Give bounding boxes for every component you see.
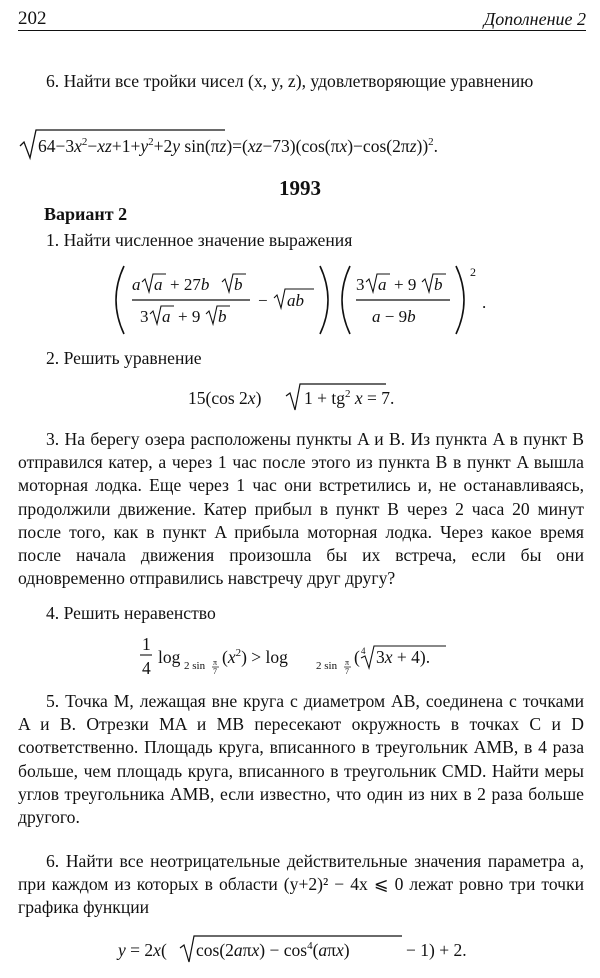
problem-1-text: 1. Найти численное значение выражения [46, 230, 353, 250]
svg-text:a: a [378, 275, 387, 294]
problem-prev-6-text: 6. Найти все тройки чисел (x, y, z), удовлетворяющие уравнению [46, 71, 534, 91]
formula-problem-2 [186, 380, 426, 414]
svg-text:(x2) > log: $(x^2) > \log$ [222, 647, 288, 667]
svg-text:3x + 4).: 3x + 4). [376, 647, 431, 667]
svg-text:b: b [218, 307, 227, 326]
svg-text:+ 9: + 9 [178, 307, 201, 326]
svg-text:15(cos 2x): 15(cos 2x) [188, 388, 262, 408]
svg-text:a − 9b: a − 9b [372, 307, 416, 326]
problem-2 [18, 347, 584, 370]
svg-text:.: . [482, 293, 487, 312]
formula-problem-6 [116, 932, 506, 968]
problem-1 [18, 229, 584, 252]
problem-6-text: 6. Найти все неотрицательные действительные значения параметра a, при каждом из которых в области (y+2)² − 4x ⩽ 0 лежат ровно три точки графика функции [18, 851, 584, 918]
formula-problem-4-graphic [140, 634, 446, 678]
svg-text:4: 4 [361, 646, 366, 656]
formula-problem-6-graphic [116, 936, 467, 962]
svg-text:7: 7 [213, 667, 217, 676]
svg-text:+ 9: + 9 [394, 275, 417, 294]
svg-text:2 sin: 2 sin [184, 660, 206, 672]
svg-text:2: 2 [470, 265, 476, 279]
problem-5 [18, 690, 584, 829]
svg-text:a: a [154, 275, 163, 294]
svg-text:cos(2aπx) − cos4(aπx): $\cos(2a\pi x) - \cos^4(a\pi x)$ [196, 940, 350, 960]
svg-text:64−3x2−xz+1+y2+2y sin(πz)=(xz−: $64-3x^2-xz+1+y^2+2y$ $\sin(\pi z)=(xz-73)(\cos(\pi x)-\cos(2\pi z))^2$. [38, 136, 439, 156]
problem-3-text: 3. На берегу озера расположены пункты A и B. Из пункта A в пункт B отправился катер, а через 1 час после этого из пункта B в пункт A вышла моторная лодка. Еще через 1 час они встретились и, не останавливаясь, продолжили движение. Катер прибыл в пункт B через 2 часа 20 минут после того, как в пункт A прибыла моторная лодка. Через какое время после начала движения произошла бы их встреча, если бы они одновременно отправились навстречу друг другу? [18, 429, 584, 589]
formula-prev-6 [18, 128, 588, 164]
formula-problem-1-graphic [116, 265, 486, 334]
svg-text:3: 3 [356, 275, 365, 294]
problem-6 [18, 850, 584, 920]
problem-4-text: 4. Решить неравенство [46, 603, 216, 623]
svg-text:+ 27b: + 27b [170, 275, 210, 294]
page-number: 202 [18, 8, 47, 29]
svg-text:log: log [158, 647, 181, 667]
svg-text:−: − [258, 291, 268, 310]
page-header [18, 8, 586, 31]
problem-4 [18, 602, 584, 625]
formula-problem-1 [110, 262, 500, 340]
svg-text:a: a [132, 275, 141, 294]
problem-2-text: 2. Решить уравнение [46, 348, 202, 368]
svg-text:7: 7 [345, 667, 349, 676]
formula-problem-4 [140, 632, 480, 682]
svg-text:ab: ab [287, 291, 304, 310]
running-head: Дополнение 2 [483, 9, 586, 29]
svg-text:b: b [434, 275, 443, 294]
svg-text:(: ( [354, 647, 360, 667]
year-heading: 1993 [279, 176, 321, 200]
problem-3 [18, 428, 584, 590]
svg-text:a: a [162, 307, 171, 326]
svg-text:2 sin: 2 sin [316, 660, 338, 672]
svg-text:b: b [234, 275, 243, 294]
svg-text:1 + tg2 x = 7.: $1 + tg^2$ x = 7. [304, 388, 395, 408]
svg-text:3: 3 [140, 307, 149, 326]
svg-text:− 1) + 2.: − 1) + 2. [406, 940, 467, 960]
svg-text:π: π [345, 658, 350, 667]
problem-5-text: 5. Точка M, лежащая вне круга с диаметром AB, соединена с точками A и B. Отрезки MA и MB пересекают окружность в точках C и D соответственно. Площадь круга, вписанного в треугольник AMB, в 4 раза больше, чем площадь круга, вписанного в треугольник CMD. Найти меры углов треугольника AMB, если известно, что один из них в 2 раза больше другого. [18, 691, 584, 828]
problem-prev-6 [18, 70, 584, 93]
formula-prev-6-graphic [20, 130, 438, 158]
svg-text:1: 1 [142, 634, 151, 654]
svg-text:4: 4 [142, 658, 151, 678]
svg-text:y = 2x(: y = 2x( [118, 940, 167, 960]
formula-problem-2-graphic [188, 384, 394, 410]
svg-text:π: π [213, 658, 218, 667]
variant-heading: Вариант 2 [44, 204, 128, 224]
